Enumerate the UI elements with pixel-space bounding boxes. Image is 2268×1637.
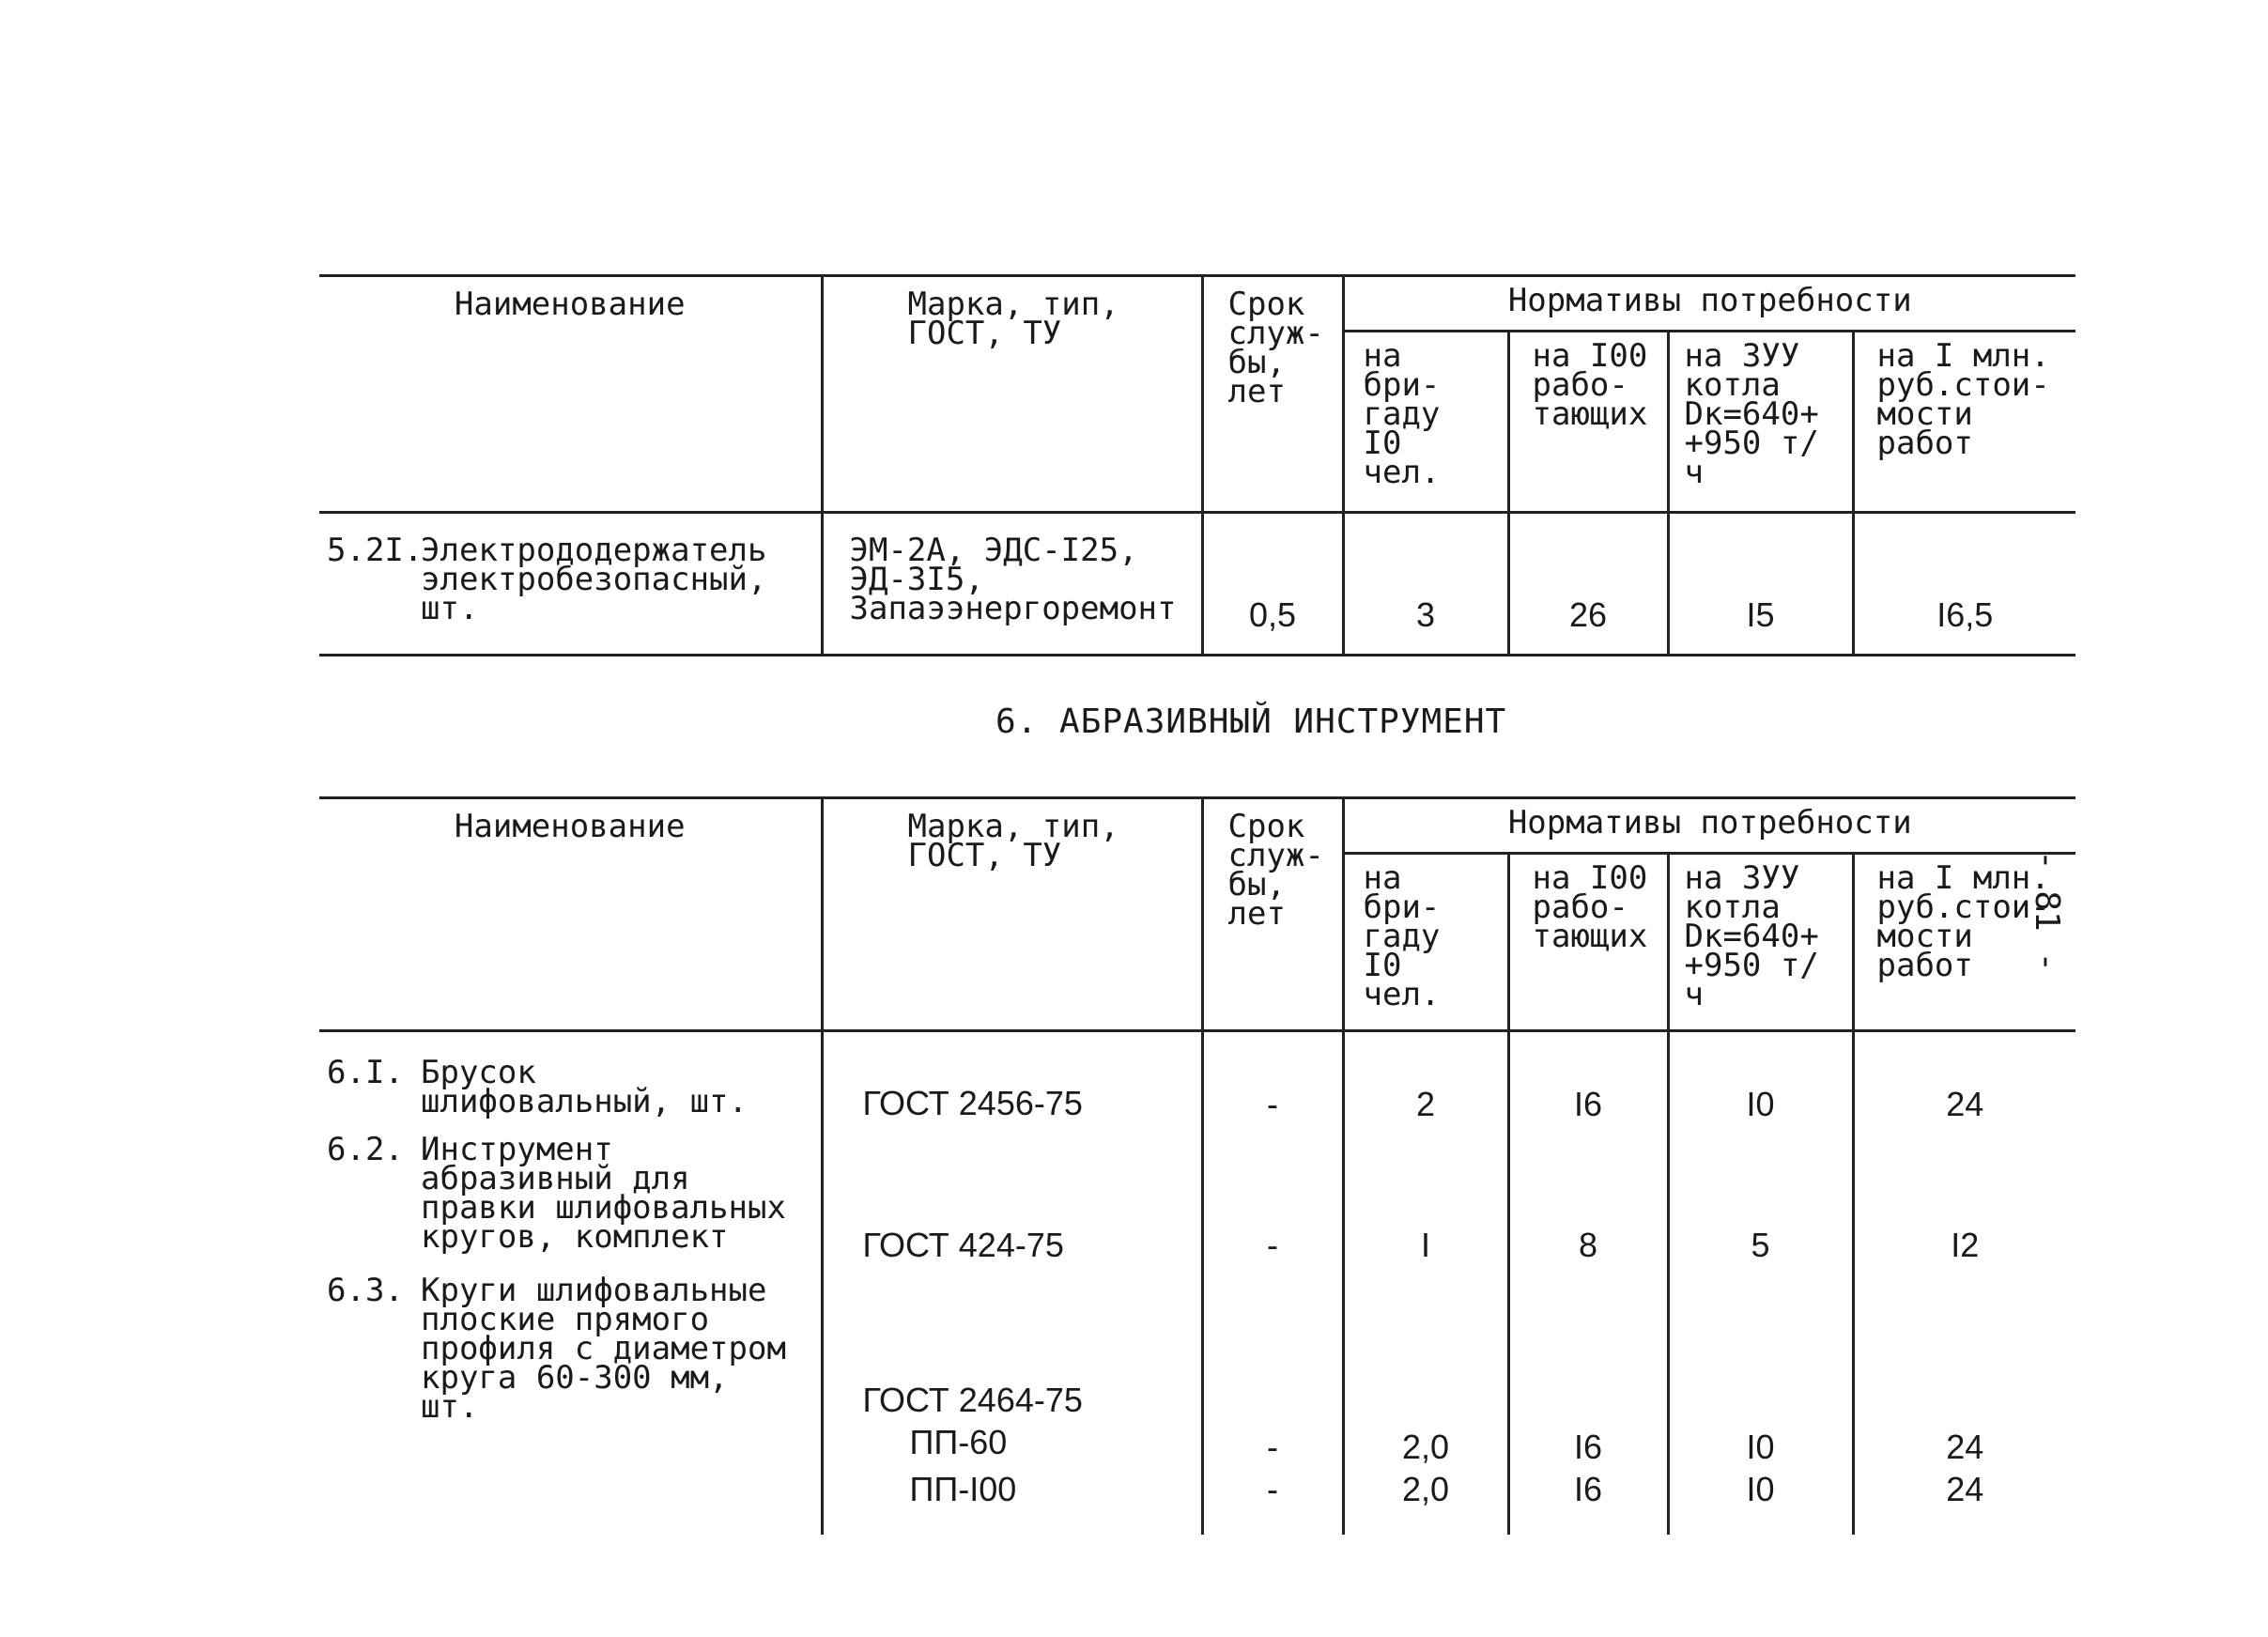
table-row (319, 1469, 2075, 1535)
header-brand: Марка, тип, ГОСТ, ТУ (822, 276, 1202, 513)
norms-table-1 (319, 274, 2075, 656)
row-name: 5.2I.Электрододержатель электробезопасный, шт. (319, 513, 822, 656)
header-per-mln: на I млн. руб.стои- мости работ (1853, 854, 2075, 1031)
row-per-zuu: I0 (1668, 1422, 1853, 1469)
row-per-brigade: I (1343, 1126, 1508, 1267)
row-brand: ГОСТ 424-75 (822, 1126, 1202, 1267)
row-per-100: I6 (1508, 1469, 1668, 1535)
row-per-zuu (1668, 1267, 1853, 1422)
row-per-zuu: I5 (1668, 513, 1853, 656)
row-life: - (1202, 1469, 1343, 1535)
table-row (319, 1267, 2075, 1422)
header-life: Срок служ- бы, лет (1202, 798, 1343, 1031)
row-per-100: 26 (1508, 513, 1668, 656)
header-life: Срок служ- бы, лет (1202, 276, 1343, 513)
row-name: 6.3. Круги шлифовальные плоские прямого профиля с диаметром круга 60-300 мм, шт. (327, 1272, 786, 1426)
header-per-brigade: на бри- гаду I0 чел. (1343, 332, 1508, 513)
row-per-brigade (1343, 1267, 1508, 1422)
page-number: - 81 - (2028, 850, 2066, 973)
row-per-mln: 24 (1853, 1031, 2075, 1127)
row-per-brigade: 2,0 (1343, 1422, 1508, 1469)
row-per-mln (1853, 1267, 2075, 1422)
header-per-100: на I00 рабо- тающих (1508, 854, 1668, 1031)
row-life: - (1202, 1126, 1343, 1267)
header-per-100: на I00 рабо- тающих (1508, 332, 1668, 513)
row-brand: ГОСТ 2464-75 (822, 1267, 1202, 1422)
row-name (319, 1422, 822, 1469)
row-per-mln: 24 (1853, 1422, 2075, 1469)
row-per-100: I6 (1508, 1422, 1668, 1469)
row-name (319, 1469, 822, 1535)
header-per-mln: на I млн. руб.стои- мости работ (1853, 332, 2075, 513)
row-per-brigade: 2,0 (1343, 1469, 1508, 1535)
header-per-brigade: на бри- гаду I0 чел. (1343, 854, 1508, 1031)
header-norms: Нормативы потребности (1343, 276, 2075, 332)
row-per-mln: 24 (1853, 1469, 2075, 1535)
row-per-zuu: I0 (1668, 1469, 1853, 1535)
row-life: 0,5 (1202, 513, 1343, 656)
header-norms: Нормативы потребности (1343, 798, 2075, 854)
row-brand: ГОСТ 2456-75 (822, 1031, 1202, 1127)
table-row (319, 513, 2075, 656)
row-name: 6.I. Брусок шлифовальный, шт. (327, 1054, 748, 1120)
table-row (319, 1031, 2075, 1127)
table-row (319, 1422, 2075, 1469)
header-per-zuu: на ЗУУ котла Dк=640+ +950 т/ч (1668, 854, 1853, 1031)
row-per-zuu: 5 (1668, 1126, 1853, 1267)
row-name: 6.2. Инструмент абразивный для правки шлифовальных кругов, комплект (327, 1131, 786, 1256)
section-title: 6. АБРАЗИВНЫЙ ИНСТРУМЕНТ (995, 703, 1507, 741)
row-brand: ПП-60 (822, 1422, 1202, 1469)
row-per-100: I6 (1508, 1031, 1668, 1127)
row-brand: ПП-I00 (822, 1469, 1202, 1535)
row-life: - (1202, 1422, 1343, 1469)
row-life (1202, 1267, 1343, 1422)
header-name: Наименование (319, 276, 822, 513)
row-brand: ЭМ-2А, ЭДС-I25, ЭД-3I5, Запаээнергоремонт (822, 513, 1202, 656)
table-row (319, 1126, 2075, 1267)
header-name: Наименование (319, 798, 822, 1031)
row-life: - (1202, 1031, 1343, 1127)
row-per-mln: I6,5 (1853, 513, 2075, 656)
row-per-100: 8 (1508, 1126, 1668, 1267)
row-per-zuu: I0 (1668, 1031, 1853, 1127)
row-per-brigade: 2 (1343, 1031, 1508, 1127)
row-per-mln: I2 (1853, 1126, 2075, 1267)
norms-table-2 (319, 796, 2075, 1535)
header-brand: Марка, тип, ГОСТ, ТУ (822, 798, 1202, 1031)
row-per-brigade: 3 (1343, 513, 1508, 656)
row-per-100 (1508, 1267, 1668, 1422)
header-per-zuu: на ЗУУ котла Dк=640+ +950 т/ч (1668, 332, 1853, 513)
